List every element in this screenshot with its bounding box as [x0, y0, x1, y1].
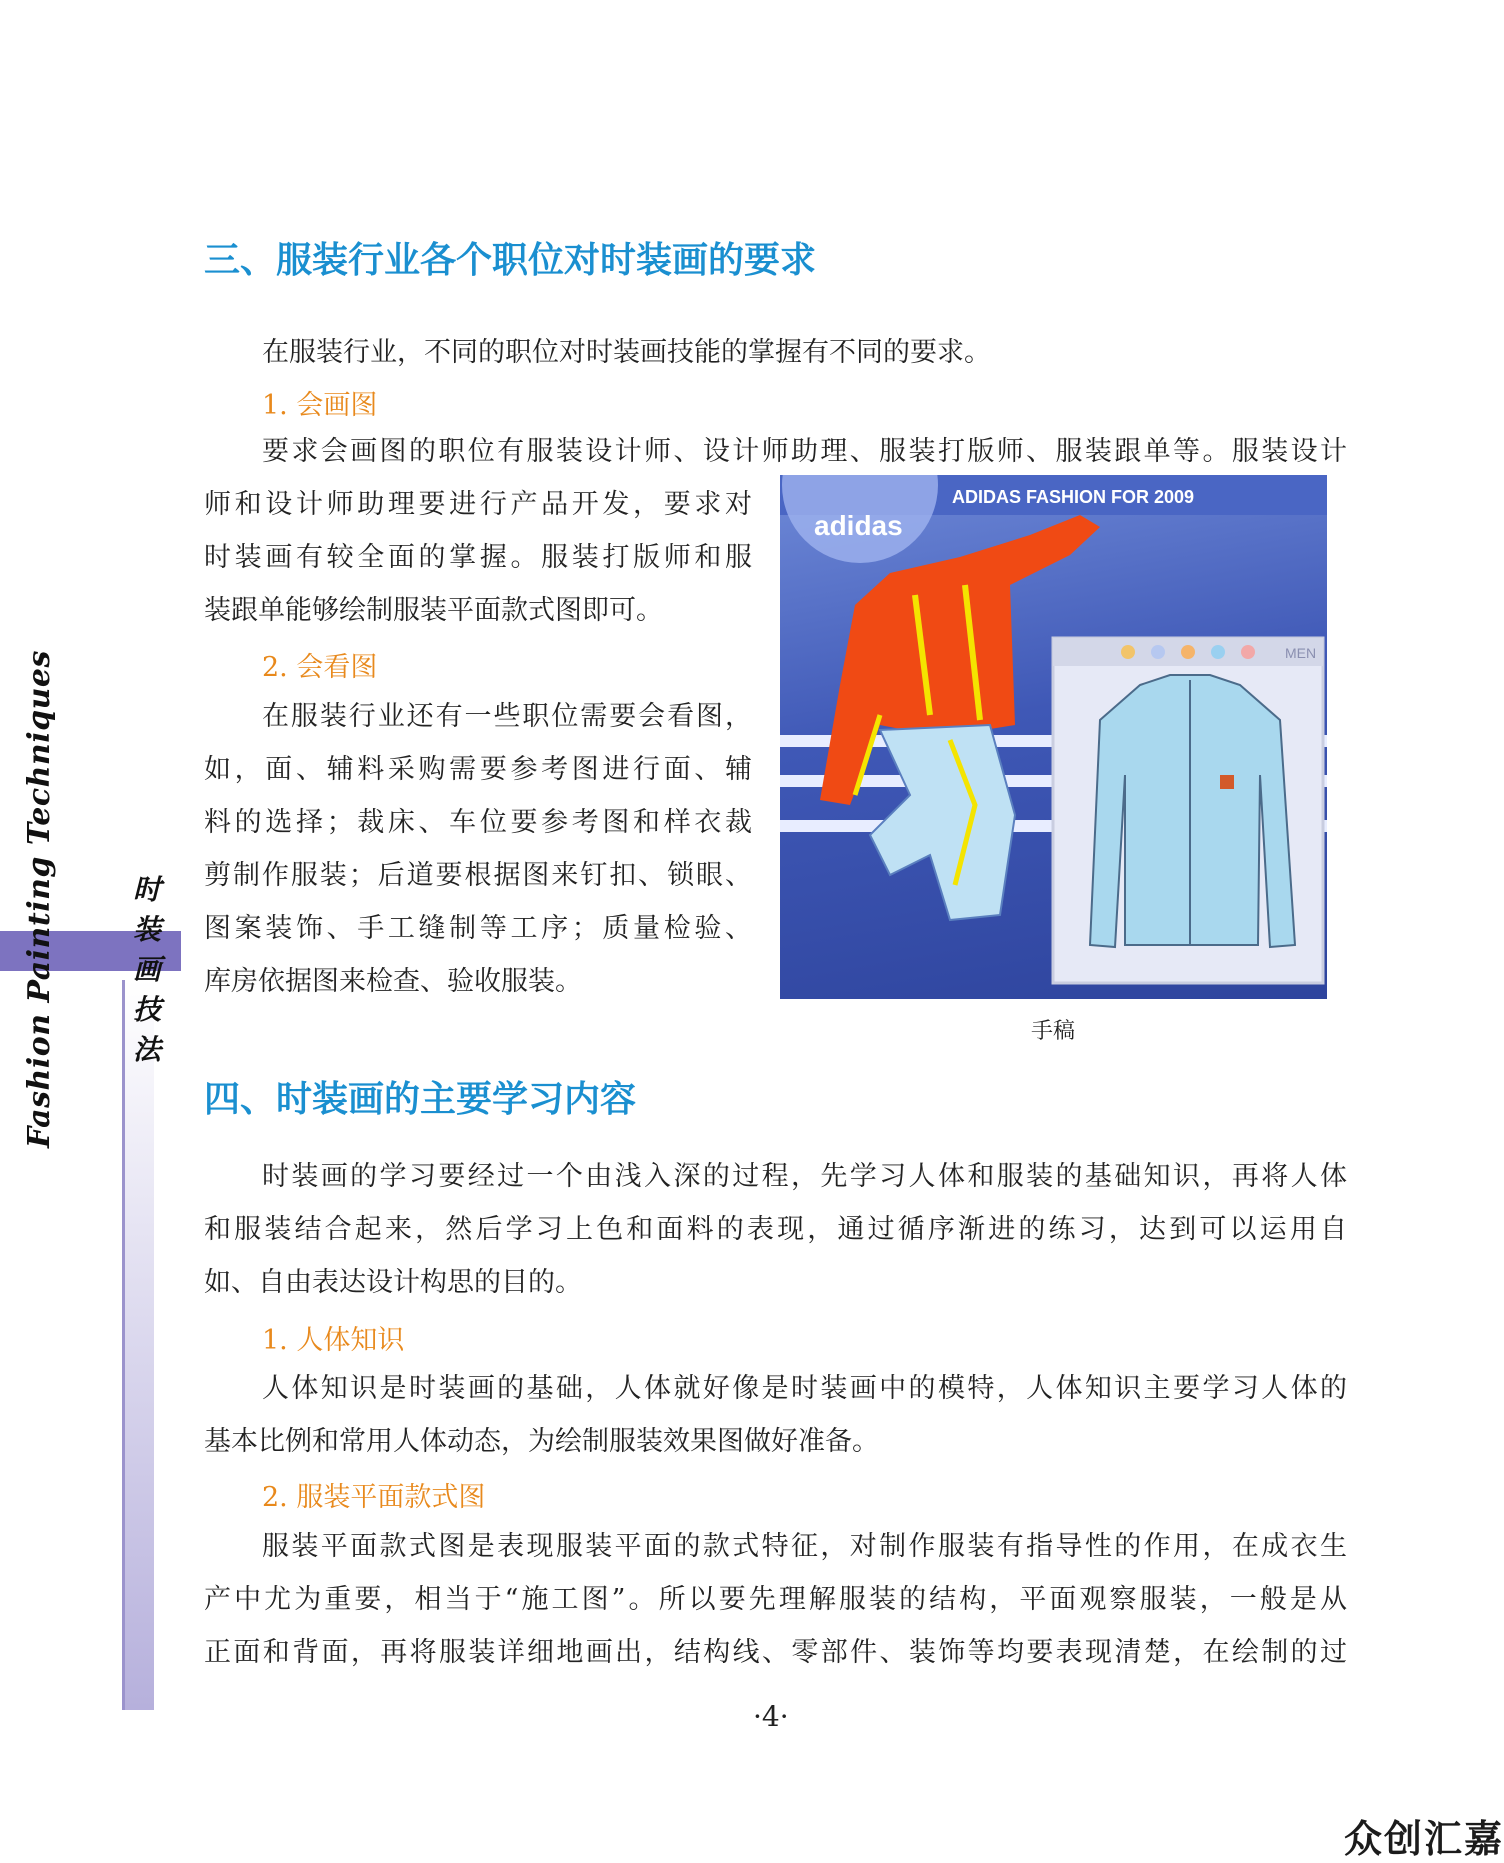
subsection-title: 1. 人体知识 — [262, 1325, 405, 1356]
text-line: 库房依据图来检查、验收服装。 — [204, 966, 582, 997]
sidebar-char: 装 — [132, 913, 161, 946]
subsection-title: 1. 会画图 — [262, 390, 378, 421]
adidas-logo: adidas — [814, 510, 903, 541]
text-line: 料的选择；裁床、车位要参考图和样衣裁 — [204, 807, 752, 838]
subsection-title: 2. 服装平面款式图 — [262, 1482, 486, 1513]
sidebar-char: 技 — [132, 993, 161, 1026]
sidebar-title-en: Fashion Painting Techniques — [22, 650, 57, 1148]
text-line: 人体知识是时装画的基础，人体就好像是时装画中的模特，人体知识主要学习人体的 — [262, 1373, 1347, 1404]
sidebar-char: 法 — [132, 1033, 161, 1066]
sidebar-gradient — [124, 980, 154, 1710]
text-line: 服装平面款式图是表现服装平面的款式特征，对制作服装有指导性的作用，在成衣生 — [262, 1531, 1347, 1562]
text-line: 正面和背面，再将服装详细地画出，结构线、零部件、装饰等均要表现清楚，在绘制的过 — [204, 1637, 1347, 1668]
text-line: 时装画有较全面的掌握。服装打版师和服 — [204, 542, 752, 573]
text-line: 如、自由表达设计构思的目的。 — [204, 1267, 582, 1298]
sidebar-char: 时 — [132, 873, 161, 906]
fashion-sketch-figure — [780, 475, 1327, 999]
text-line: 和服装结合起来，然后学习上色和面料的表现，通过循序渐进的练习，达到可以运用自 — [204, 1214, 1347, 1245]
paragraph — [204, 1362, 1347, 1468]
sidebar-rule — [122, 980, 125, 1710]
paragraph — [204, 425, 1347, 478]
paragraph — [204, 690, 752, 1008]
section-heading: 四、时装画的主要学习内容 — [204, 1079, 637, 1120]
text-line: 装跟单能够绘制服装平面款式图即可。 — [204, 595, 663, 626]
text-line: 基本比例和常用人体动态，为绘制服装效果图做好准备。 — [204, 1426, 879, 1457]
section-intro: 在服装行业，不同的职位对时装画技能的掌握有不同的要求。 — [262, 337, 991, 368]
text-line: 在服装行业还有一些职位需要会看图， — [262, 701, 752, 732]
sketch-illustration — [780, 475, 1327, 999]
inset-tab-label: MEN — [1285, 645, 1317, 661]
sidebar-char: 画 — [132, 953, 161, 986]
text-line: 如，面、辅料采购需要参考图进行面、辅 — [204, 754, 752, 785]
text-line: 师和设计师助理要进行产品开发，要求对 — [204, 489, 752, 520]
subsection-title: 2. 会看图 — [262, 652, 378, 683]
paragraph — [204, 1150, 1347, 1309]
text-line: 图案装饰、手工缝制等工序；质量检验、 — [204, 913, 752, 944]
paragraph — [204, 478, 752, 637]
text-line: 产中尤为重要，相当于“施工图”。所以要先理解服装的结构，平面观察服装，一般是从 — [204, 1584, 1347, 1615]
text-line: 要求会画图的职位有服装设计师、设计师助理、服装打版师、服装跟单等。服装设计 — [262, 436, 1347, 467]
sidebar-title-cn — [130, 870, 164, 1070]
page-number: ·4· — [753, 1700, 789, 1733]
text-line: 时装画的学习要经过一个由浅入深的过程，先学习人体和服装的基础知识，再将人体 — [262, 1161, 1347, 1192]
figure-banner: ADIDAS FASHION FOR 2009 — [952, 487, 1195, 507]
watermark: 众创汇嘉 — [1344, 1817, 1504, 1861]
section-heading: 三、服装行业各个职位对时装画的要求 — [204, 240, 817, 281]
text-line: 剪制作服装；后道要根据图来钉扣、锁眼、 — [204, 860, 752, 891]
paragraph — [204, 1520, 1347, 1679]
figure-caption: 手稿 — [1031, 1019, 1076, 1044]
